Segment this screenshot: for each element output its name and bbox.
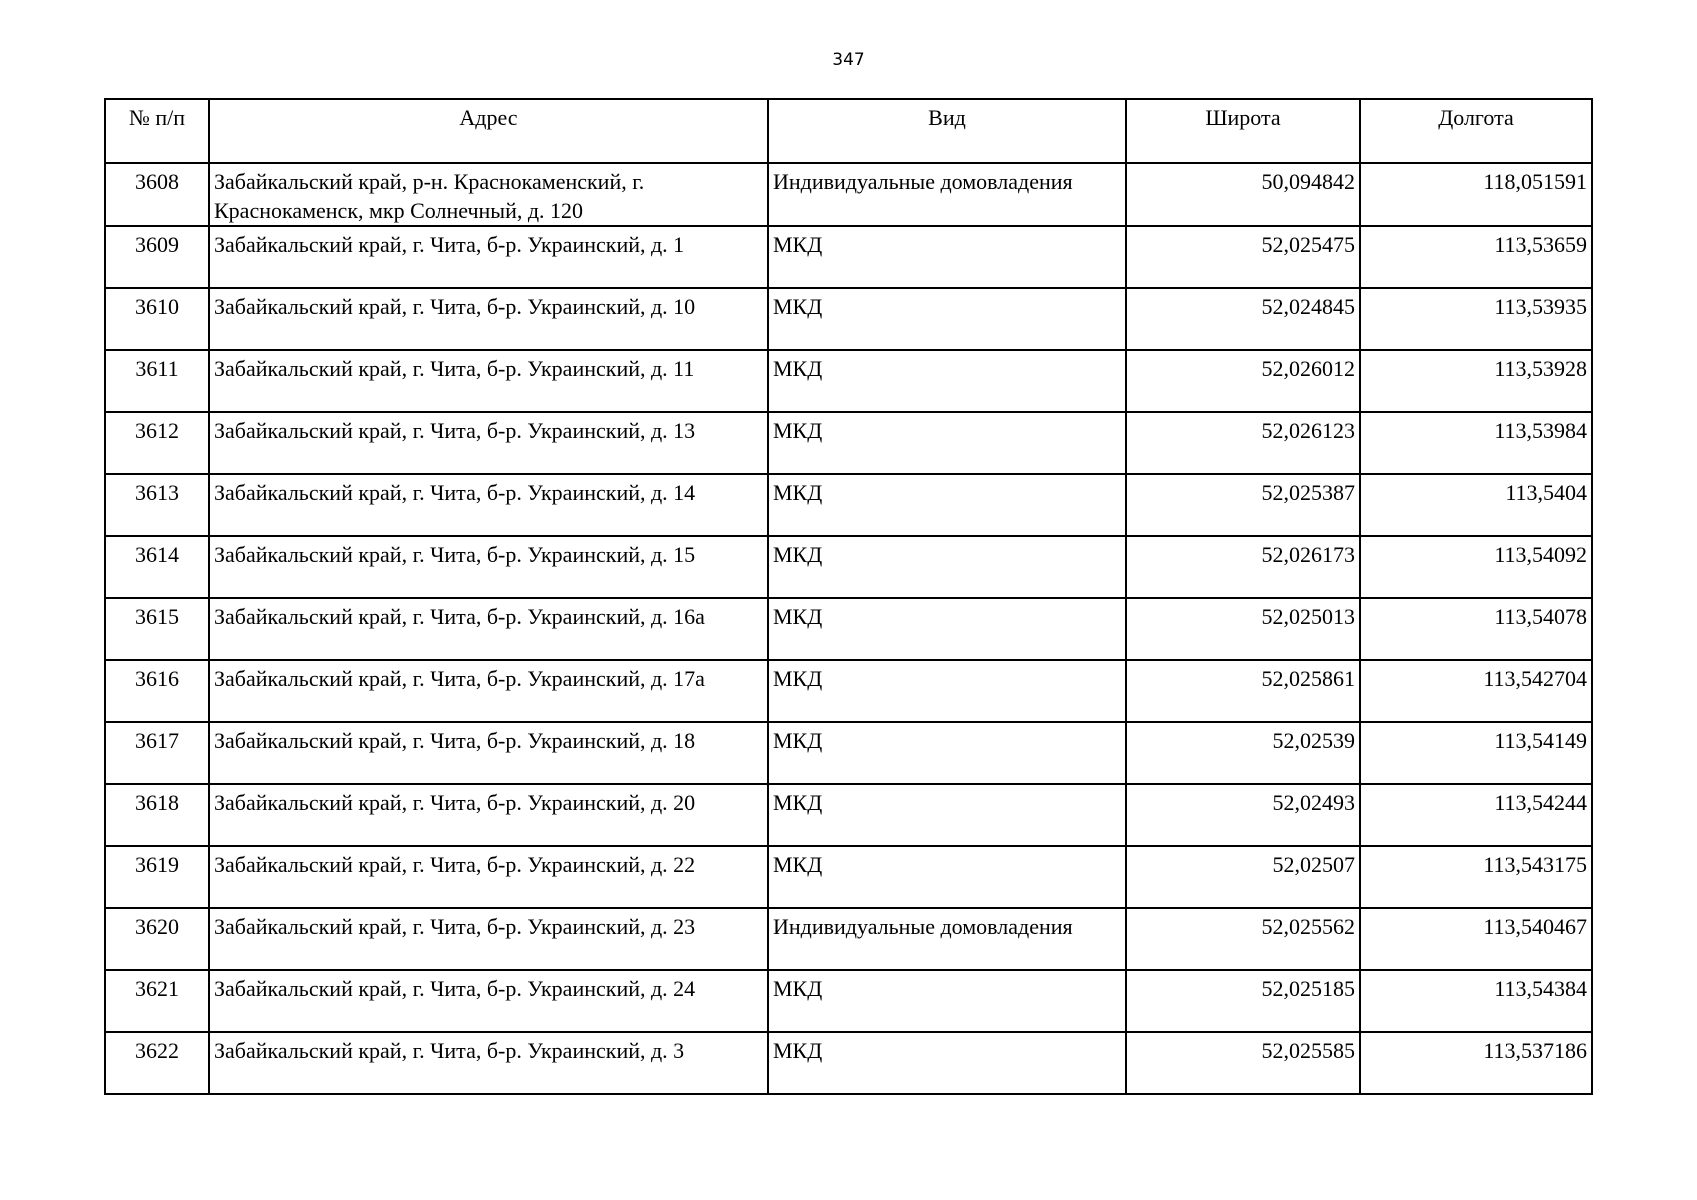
address-cell: Забайкальский край, г. Чита, б-р. Украинский, д. 10 xyxy=(209,288,768,350)
latitude-cell: 52,025387 xyxy=(1126,474,1360,536)
row-number-cell: 3618 xyxy=(105,784,209,846)
row-number-cell: 3609 xyxy=(105,226,209,288)
address-table xyxy=(104,98,1593,1095)
row-number-cell: 3619 xyxy=(105,846,209,908)
row-number-cell: 3613 xyxy=(105,474,209,536)
table-row xyxy=(105,474,1592,536)
longitude-cell: 113,54092 xyxy=(1360,536,1592,598)
row-number-cell: 3620 xyxy=(105,908,209,970)
row-number-cell: 3608 xyxy=(105,163,209,226)
header-row xyxy=(105,99,1592,163)
row-number-cell: 3615 xyxy=(105,598,209,660)
type-cell: МКД xyxy=(768,722,1126,784)
latitude-cell: 52,025185 xyxy=(1126,970,1360,1032)
table-row xyxy=(105,784,1592,846)
row-number-cell: 3617 xyxy=(105,722,209,784)
table-row xyxy=(105,970,1592,1032)
row-number-cell: 3616 xyxy=(105,660,209,722)
longitude-cell: 113,54149 xyxy=(1360,722,1592,784)
table-row xyxy=(105,226,1592,288)
table-row xyxy=(105,660,1592,722)
longitude-cell: 113,53935 xyxy=(1360,288,1592,350)
latitude-cell: 50,094842 xyxy=(1126,163,1360,226)
row-number-cell: 3621 xyxy=(105,970,209,1032)
type-cell: МКД xyxy=(768,784,1126,846)
type-cell: МКД xyxy=(768,412,1126,474)
header-number: № п/п xyxy=(105,99,209,163)
latitude-cell: 52,026123 xyxy=(1126,412,1360,474)
address-cell: Забайкальский край, г. Чита, б-р. Украинский, д. 22 xyxy=(209,846,768,908)
row-number-cell: 3614 xyxy=(105,536,209,598)
latitude-cell: 52,026012 xyxy=(1126,350,1360,412)
header-longitude: Долгота xyxy=(1360,99,1592,163)
table-row xyxy=(105,846,1592,908)
table-row xyxy=(105,350,1592,412)
longitude-cell: 113,540467 xyxy=(1360,908,1592,970)
address-cell: Забайкальский край, г. Чита, б-р. Украинский, д. 16а xyxy=(209,598,768,660)
header-address: Адрес xyxy=(209,99,768,163)
type-cell: МКД xyxy=(768,970,1126,1032)
longitude-cell: 113,543175 xyxy=(1360,846,1592,908)
address-cell: Забайкальский край, г. Чита, б-р. Украинский, д. 20 xyxy=(209,784,768,846)
type-cell: МКД xyxy=(768,846,1126,908)
table-row xyxy=(105,412,1592,474)
address-cell: Забайкальский край, г. Чита, б-р. Украинский, д. 23 xyxy=(209,908,768,970)
table-header xyxy=(105,99,1592,163)
latitude-cell: 52,026173 xyxy=(1126,536,1360,598)
longitude-cell: 118,051591 xyxy=(1360,163,1592,226)
address-cell: Забайкальский край, г. Чита, б-р. Украинский, д. 24 xyxy=(209,970,768,1032)
row-number-cell: 3611 xyxy=(105,350,209,412)
address-cell: Забайкальский край, г. Чита, б-р. Украинский, д. 17а xyxy=(209,660,768,722)
table-row xyxy=(105,1032,1592,1094)
table-row xyxy=(105,598,1592,660)
type-cell: Индивидуальные домовладения xyxy=(768,908,1126,970)
row-number-cell: 3622 xyxy=(105,1032,209,1094)
latitude-cell: 52,025861 xyxy=(1126,660,1360,722)
longitude-cell: 113,54384 xyxy=(1360,970,1592,1032)
table-row xyxy=(105,536,1592,598)
type-cell: МКД xyxy=(768,536,1126,598)
longitude-cell: 113,537186 xyxy=(1360,1032,1592,1094)
address-cell: Забайкальский край, г. Чита, б-р. Украинский, д. 18 xyxy=(209,722,768,784)
latitude-cell: 52,025475 xyxy=(1126,226,1360,288)
page-number: 347 xyxy=(832,50,865,70)
latitude-cell: 52,025585 xyxy=(1126,1032,1360,1094)
table-row xyxy=(105,722,1592,784)
address-cell: Забайкальский край, г. Чита, б-р. Украинский, д. 1 xyxy=(209,226,768,288)
type-cell: МКД xyxy=(768,598,1126,660)
longitude-cell: 113,542704 xyxy=(1360,660,1592,722)
longitude-cell: 113,53928 xyxy=(1360,350,1592,412)
type-cell: МКД xyxy=(768,1032,1126,1094)
longitude-cell: 113,53659 xyxy=(1360,226,1592,288)
address-cell: Забайкальский край, г. Чита, б-р. Украинский, д. 3 xyxy=(209,1032,768,1094)
latitude-cell: 52,02507 xyxy=(1126,846,1360,908)
header-type: Вид xyxy=(768,99,1126,163)
type-cell: МКД xyxy=(768,350,1126,412)
type-cell: МКД xyxy=(768,660,1126,722)
address-cell: Забайкальский край, г. Чита, б-р. Украинский, д. 14 xyxy=(209,474,768,536)
longitude-cell: 113,54078 xyxy=(1360,598,1592,660)
header-latitude: Широта xyxy=(1126,99,1360,163)
type-cell: МКД xyxy=(768,226,1126,288)
type-cell: МКД xyxy=(768,288,1126,350)
type-cell: Индивидуальные домовладения xyxy=(768,163,1126,226)
table-row xyxy=(105,908,1592,970)
address-cell: Забайкальский край, г. Чита, б-р. Украинский, д. 15 xyxy=(209,536,768,598)
latitude-cell: 52,024845 xyxy=(1126,288,1360,350)
type-cell: МКД xyxy=(768,474,1126,536)
address-cell: Забайкальский край, г. Чита, б-р. Украинский, д. 13 xyxy=(209,412,768,474)
row-number-cell: 3610 xyxy=(105,288,209,350)
latitude-cell: 52,02539 xyxy=(1126,722,1360,784)
latitude-cell: 52,025013 xyxy=(1126,598,1360,660)
address-cell: Забайкальский край, р-н. Краснокаменский, г. Краснокаменск, мкр Солнечный, д. 120 xyxy=(209,163,768,226)
longitude-cell: 113,5404 xyxy=(1360,474,1592,536)
longitude-cell: 113,54244 xyxy=(1360,784,1592,846)
latitude-cell: 52,02493 xyxy=(1126,784,1360,846)
table-body xyxy=(105,163,1592,1094)
row-number-cell: 3612 xyxy=(105,412,209,474)
table-row xyxy=(105,163,1592,226)
table-row xyxy=(105,288,1592,350)
longitude-cell: 113,53984 xyxy=(1360,412,1592,474)
latitude-cell: 52,025562 xyxy=(1126,908,1360,970)
address-cell: Забайкальский край, г. Чита, б-р. Украинский, д. 11 xyxy=(209,350,768,412)
